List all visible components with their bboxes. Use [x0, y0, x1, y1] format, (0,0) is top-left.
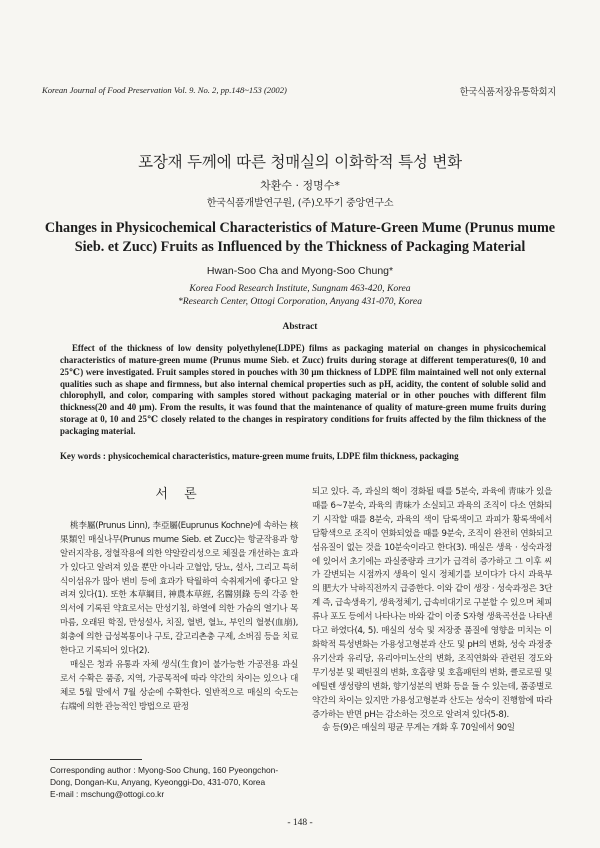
page-number: - 148 -: [287, 818, 313, 828]
affiliation-line-2: *Research Center, Ottogi Corporation, Anyang 431-070, Korea: [177, 296, 422, 307]
abstract-heading: Abstract: [282, 322, 318, 332]
running-header-society: 한국식품저장유통학회지: [459, 87, 556, 98]
footnote-line: Dong, Dongan-Ku, Anyang, Kyeonggi-Do, 431-070, Korea: [50, 777, 266, 788]
body-column-left: [60, 486, 298, 715]
paragraph: 桃李屬(Prunus Linn), 李亞屬(Euprunus Kochne)에 속하는 核果類인 매실나무(Prunus mume Sieb. et Zucc)는 항균작용과 항알러지작용, 정혈작용에 의한 약알칼리성으로 체질을 개선하는 효과가 있다고 알려져 있을 뿐만 아니라 고혈압, 당뇨, 설사, 그리고 특히 식이섬유가 많아 변비 등에 효과가 탁월하여 숙취제거에 좋다고 알려져 있다(1). 또한 本草綱目, 神農本草經, 名醫別錄 등의 각종 한의서에 기록된 약효로서는 만성기침, 하열에 의한 가슴의 열기나 목마름, 오래된 학질, 만성설사, 치질, 혈변, 혈뇨, 부인의 혈붕(血崩), 회충에 의한 급성복통이나 구토, 갈고리촌충 구제, 소버짐 등을 치료한다고 기록되어 있다(2).: [60, 520, 298, 657]
korean-title: 포장재 두께에 따른 청매실의 이화학적 특성 변화: [138, 153, 462, 171]
english-affiliation: [0, 282, 600, 308]
paragraph: 송 등(9)은 매실의 평균 무게는 개화 후 70일에서 90일: [322, 723, 515, 734]
footnote-email: E-mail : mschung@ottogi.co.kr: [50, 789, 165, 800]
footnote-divider: [50, 759, 142, 760]
body-column-right: [312, 486, 552, 736]
english-authors: Hwan-Soo Cha and Myong-Soo Chung*: [206, 265, 394, 277]
paragraph: 매실은 청과 유통과 자체 생식(生食)이 불가능한 가공전용 과실로서 수확은 품종, 지역, 가공목적에 따라 약간의 차이는 있으나 대체로 5월 말에서 7월 상순에 수확한다. 일반적으로 매실의 숙도는 右端에 의한 관능적인 방법으로 판정: [60, 659, 298, 712]
english-title: Changes in Physicochemical Characteristics of Mature-Green Mume (Prunus mume Sieb. et Zucc) Fruits as Influenced by the Thickness of Packaging Material: [44, 220, 556, 255]
corresponding-author-footnote: [50, 764, 300, 801]
korean-authors: 차환수 · 정명수*: [260, 179, 340, 192]
paragraph: 되고 있다. 즉, 과실의 핵이 경화될 때를 5분숙, 과육에 靑味가 있을 때를 6~7분숙, 과육의 靑味가 소실되고 과육의 조직이 다소 연화되기 시작할 때를 8분숙, 과육의 색이 담록색이고 과피가 황록색에서 담황색으로 조직이 연화되었을 때를 9분숙, 조직이 완전히 연화되고 섬유질이 없는 것을 10분숙이라고 한다(3). 매실은 생육 · 성숙과정에 있어서 초기에는 과실중량과 크기가 급격히 증가하고 그 이후 씨가 갈변되는 시점까지 생육이 일시 정체기를 보이다가 다시 과육부의 肥大가 낙하직전까지 급증한다. 이와 같이 생장 · 성숙과정은 3단계 즉, 급속생육기, 생육정체기, 급속비대기로 구분할 수 있으며 체피류나 포도 등에서 나타나는 바와 같이 이중 S자형 생육곡선을 나타낸다고 하였다(4, 5). 매실의 성숙 및 저장중 품질에 영향을 미치는 이화학적 특성변화는 가용성고형분과 산도 및 pH의 변화, 성숙 과정중 유기산과 유리당, 유리아미노산의 변화, 조직연화와 관련된 경도와 무기성분 및 펙틴질의 변화, 호흡량 및 호흡패턴의 변화, 클로로필 및 에틸렌 생성량의 변화, 향기성분의 변화 등을 들 수 있는데, 품종별로 약간의 차이는 있지만 가용성고형분과 산도는 성숙이 진행함에 따라 증가하는 반면 pH는 감소하는 것으로 알려져 있다(5-8).: [312, 487, 552, 720]
korean-affiliation: 한국식품개발연구원, (주)오뚜기 중앙연구소: [206, 198, 394, 209]
affiliation-line-1: Korea Food Research Institute, Sungnam 463-420, Korea: [189, 283, 411, 294]
running-header-journal: Korean Journal of Food Preservation Vol. 9. No. 2, pp.148~153 (2002): [42, 85, 287, 95]
keywords: Key words : physicochemical characteristics, mature-green mume fruits, LDPE film thickness, packaging: [60, 451, 459, 461]
footnote-line: Corresponding author : Myong-Soo Chung, 160 Pyeongchon-: [50, 765, 279, 775]
abstract-text: Effect of the thickness of low density polyethylene(LDPE) films as packaging material on changes in physicochemical characteristics of mature-green mume (Prunus mume Sieb. et Zucc) fruits during storage at different temperatures(0, 10 and 25℃) were investigated. Fruit samples stored in pouches with 30 μm thickness of LDPE film maintained well not only external qualities such as shape and firmness, but also internal chemical properties such as pH, acidity, the content of soluble solid and chlorophyll, and color, comparing with samples stored without packaging material or in other pouches with different film thickness(20 and 40 μm). From the results, it was found that the maintenance of quality of mature-green mume fruits during storage at 0, 10 and 25℃ closely related to the changes in respiratory conditions for fruits affected by the film thickness of the packaging material.: [60, 343, 546, 436]
section-title-introduction: 서 론: [155, 487, 203, 502]
